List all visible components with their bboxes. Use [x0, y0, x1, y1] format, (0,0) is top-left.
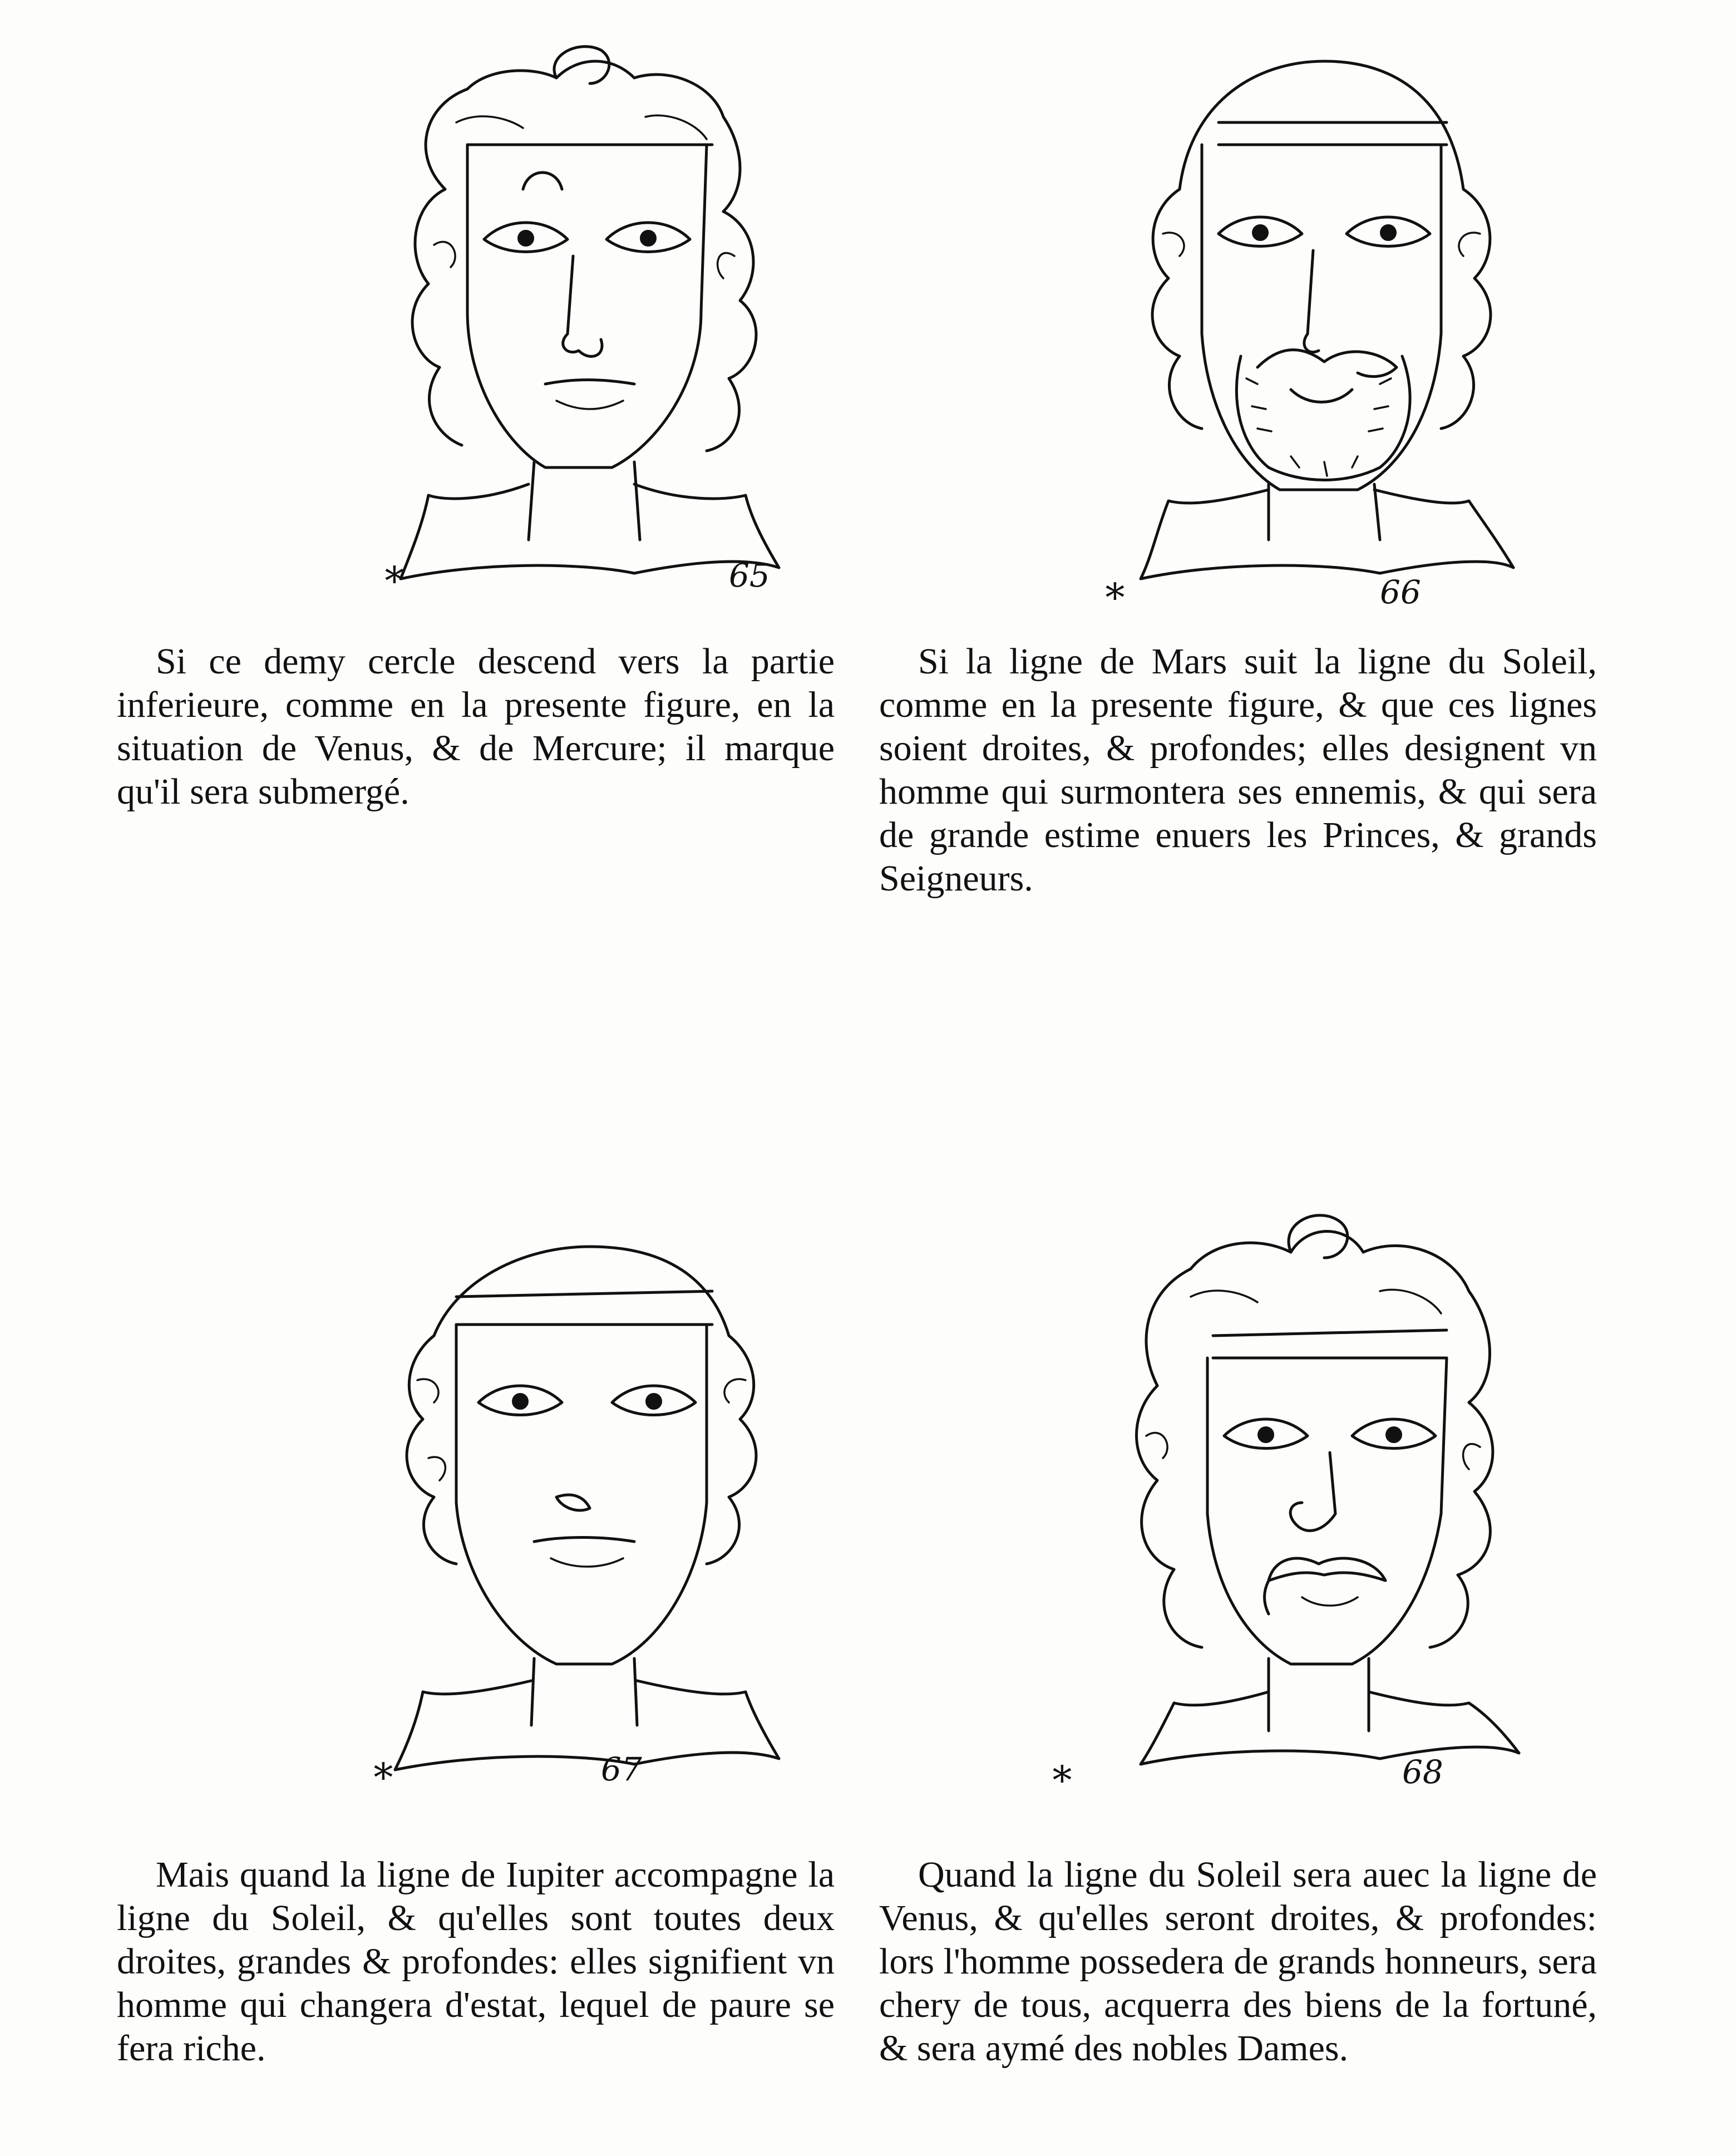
face-illustration-66 [979, 22, 1591, 612]
face-illustration-68 [979, 1202, 1591, 1795]
figure-number: 66 [1380, 573, 1421, 611]
figure-68 [979, 1202, 1591, 1795]
figure-number: 68 [1402, 1753, 1443, 1791]
caption-67: Mais quand la ligne de Iupiter accompagne la ligne du Soleil, & qu'elles sont toutes deux droites, grandes & profondes: elles signifient vn homme qui changera d'estat, lequel de paure se fera riche. [117, 1854, 835, 2069]
figure-67 [245, 1213, 857, 1803]
figure-number: 67 [601, 1750, 642, 1788]
caption-68: Quand la ligne du Soleil sera auec la ligne de Venus, & qu'elles seront droites, & profondes: lors l'homme possedera de grands honneurs, sera chery de tous, acquerra des biens de la fortuné, & sera aymé des nobles Dames. [879, 1854, 1597, 2069]
caption-65: Si ce demy cercle descend vers la partie inferieure, comme en la presente figure, en la situation de Venus, & de Mercure; il marque qu'il sera submergé. [117, 641, 835, 812]
star-marker: ∗ [381, 550, 408, 596]
figure-66 [979, 22, 1591, 612]
face-illustration-65 [245, 22, 857, 612]
face-illustration-67 [245, 1213, 857, 1803]
star-marker: ∗ [1102, 567, 1128, 613]
figure-65 [245, 22, 857, 612]
star-marker: ∗ [370, 1747, 397, 1793]
figure-number: 65 [729, 557, 770, 594]
star-marker: ∗ [1049, 1750, 1076, 1795]
caption-66: Si la ligne de Mars suit la ligne du Soleil, comme en la presente figure, & que ces lignes soient droites, & profondes; elles designent vn homme qui surmontera ses ennemis, & qui sera de grande estime enuers les Princes, & grands Seigneurs. [879, 641, 1597, 899]
